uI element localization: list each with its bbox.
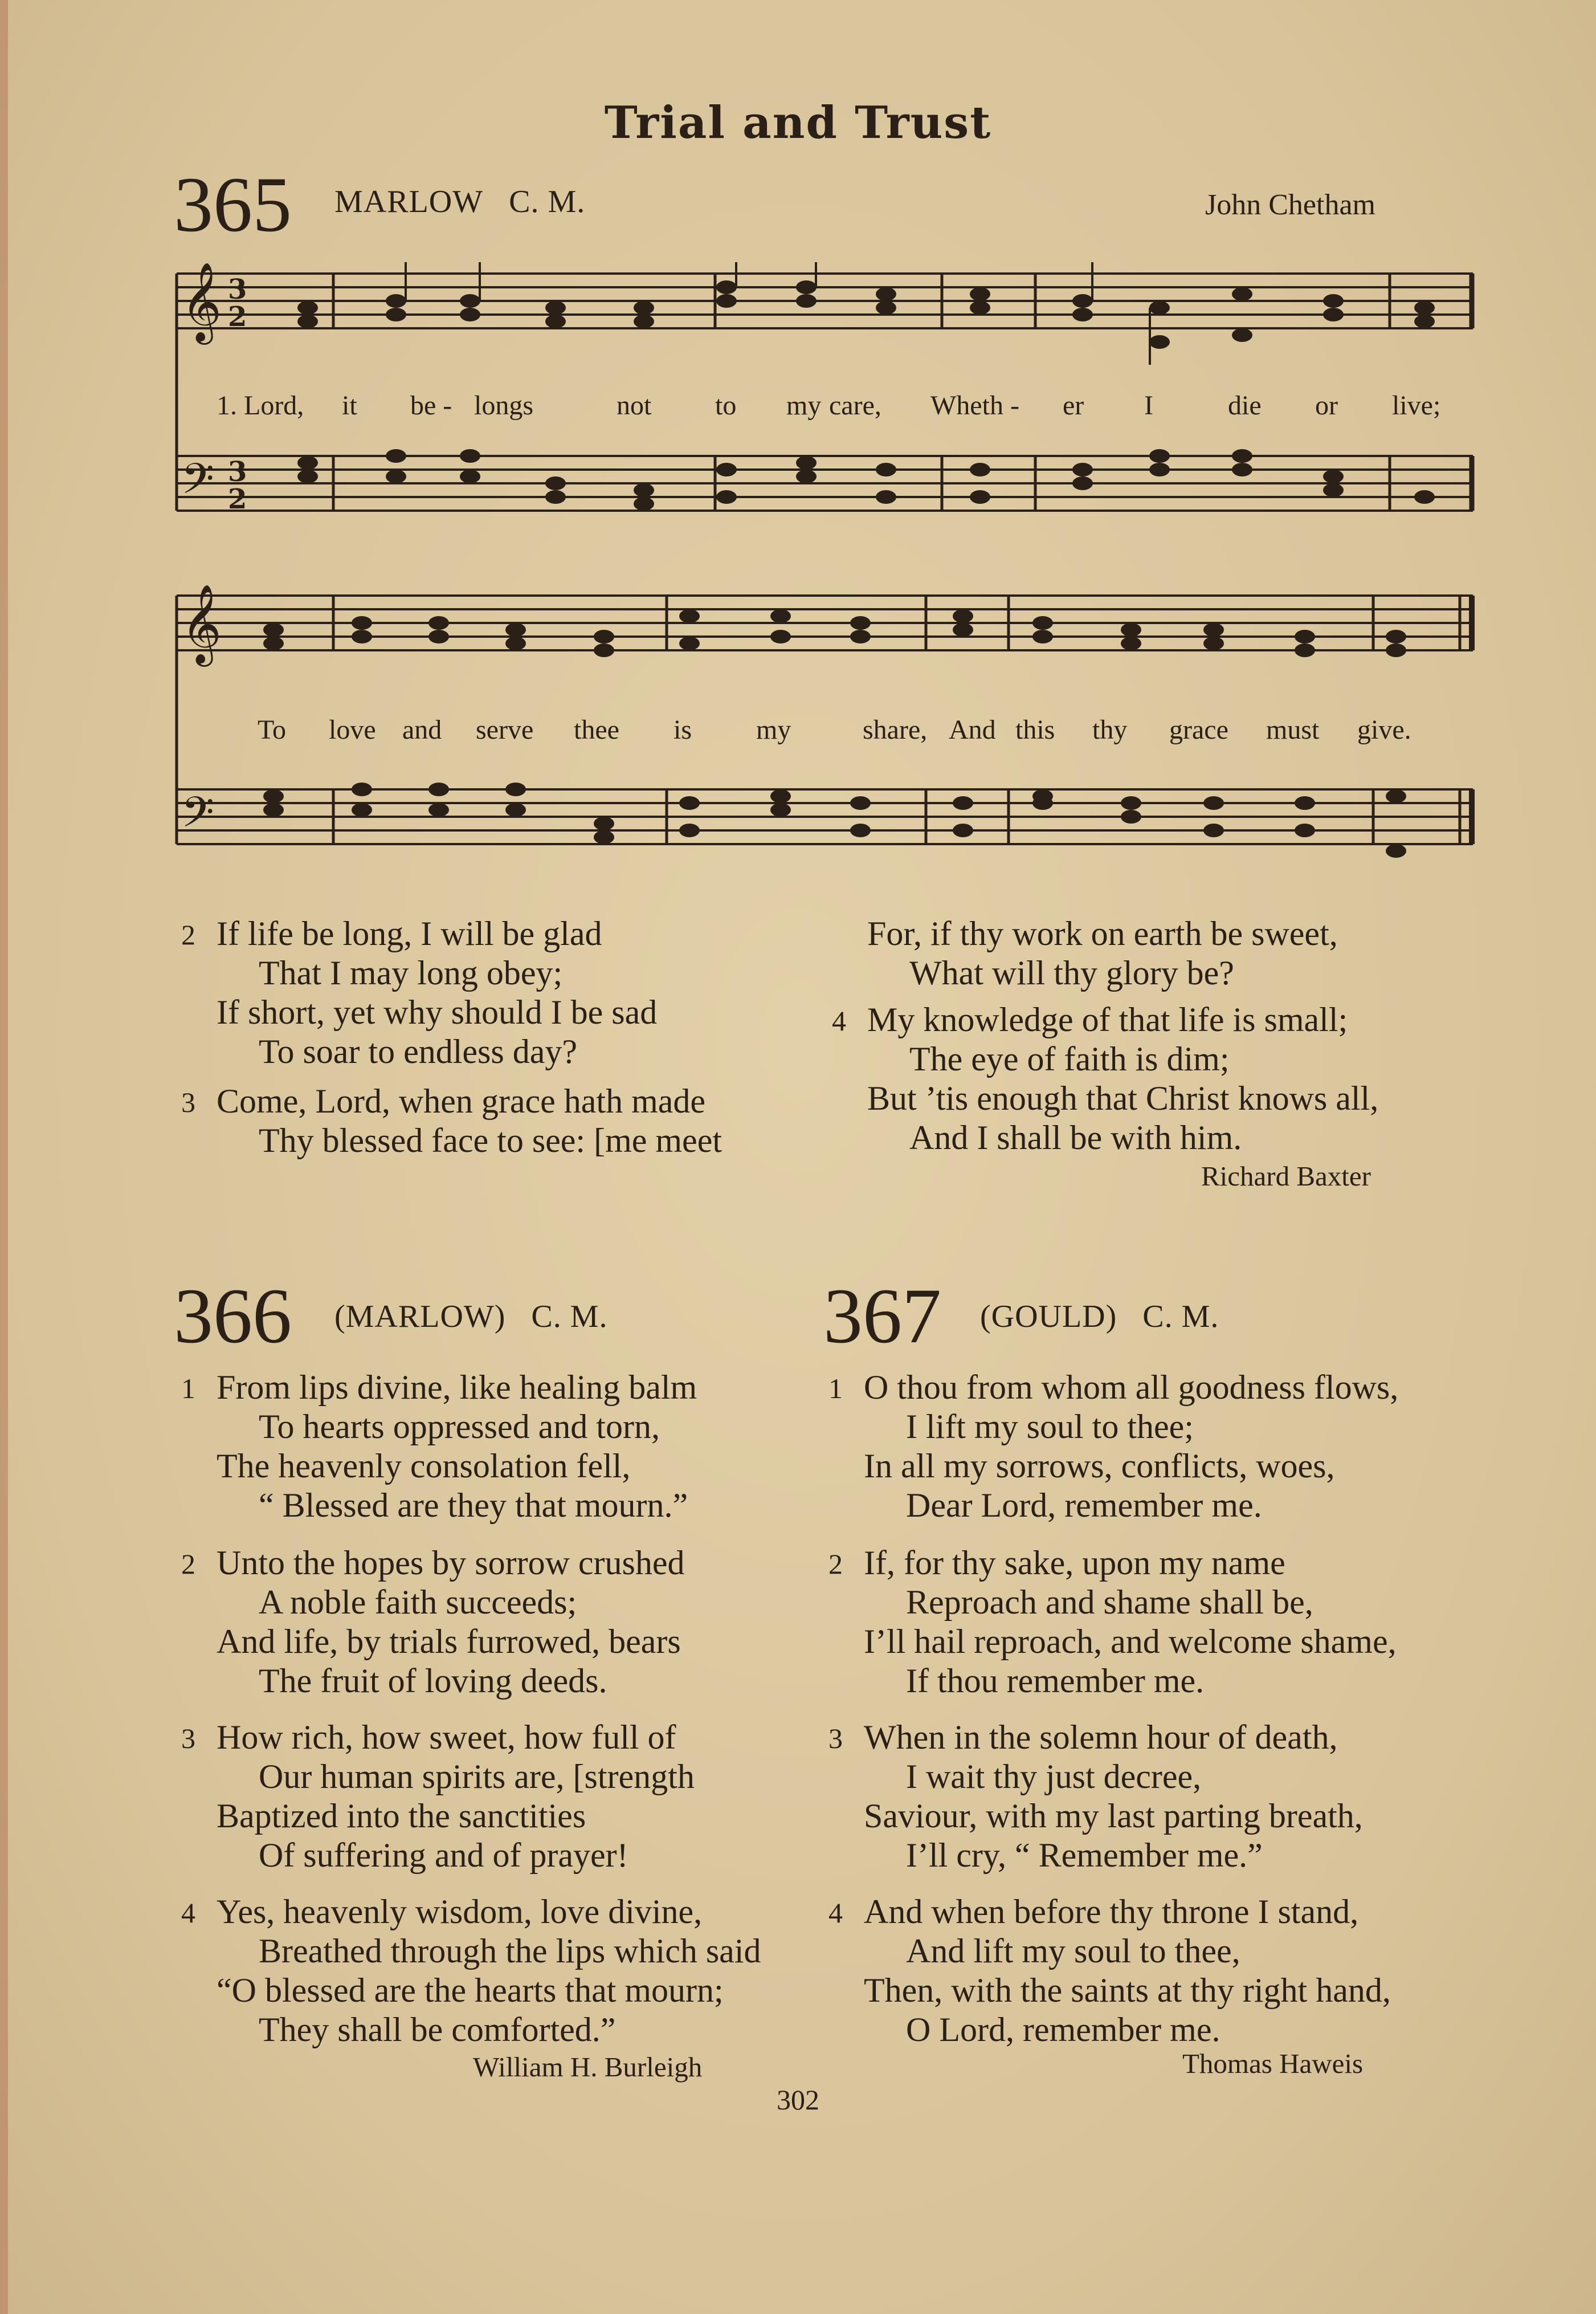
stanza-365-2 [181, 914, 658, 1072]
hymn-number: 366 [174, 1272, 292, 1359]
stanza-367-2 [828, 1543, 1397, 1701]
stanza-line: I wait thy just decree, [906, 1758, 1202, 1795]
bass-notes-2 [263, 783, 1406, 858]
stanza-367-4 [828, 1892, 1391, 2050]
stanza-line: In all my sorrows, conflicts, woes, [864, 1447, 1335, 1485]
lyric-syllable: be - [410, 390, 452, 421]
stanza-line: O Lord, remember me. [906, 2011, 1221, 2048]
stanza-line: Baptized into the sanctities [217, 1797, 586, 1835]
bass-clef-icon: 𝄢 [181, 788, 214, 848]
tune-title: (GOULD) [980, 1299, 1117, 1334]
lyric-syllable: longs [474, 390, 534, 421]
tune-title: (MARLOW) [334, 1299, 506, 1334]
stanza-number: 1 [828, 1372, 843, 1404]
lyric-syllable: thy [1092, 715, 1128, 745]
stanza-line: To soar to endless day? [259, 1033, 577, 1070]
stanza-line: I’ll cry, “ Remember me.” [906, 1836, 1263, 1874]
stanza-365-3-continued [867, 914, 1338, 993]
stanza-line: Yes, heavenly wisdom, love divine, [217, 1893, 703, 1930]
stanza-line: Come, Lord, when grace hath made [217, 1082, 706, 1120]
tune-title: MARLOW [334, 184, 484, 219]
lyric-syllable: this [1015, 715, 1055, 745]
stanza-line: And I shall be with him. [909, 1119, 1242, 1156]
page-number: 302 [777, 2084, 819, 2116]
lyric-syllable: care, [829, 390, 881, 421]
bass-notes-1 [297, 449, 1435, 511]
meter: C. M. [509, 184, 586, 219]
stanza-line: If thou remember me. [906, 1662, 1205, 1700]
lyric-syllable: serve [476, 715, 534, 745]
lyric-syllable: share, [863, 715, 928, 745]
stanza-line: For, if thy work on earth be sweet, [867, 915, 1338, 952]
stanza-line: I’ll hail reproach, and welcome shame, [864, 1623, 1397, 1660]
stanza-line: To hearts oppressed and torn, [259, 1408, 660, 1445]
stanza-365-4 [832, 1000, 1379, 1158]
hymn-number: 367 [823, 1272, 941, 1359]
stanza-365-3 [181, 1082, 722, 1160]
stanza-line: Thy blessed face to see: [me meet [259, 1122, 722, 1159]
time-signature-top: 3 [228, 274, 247, 305]
lyric-syllable: live; [1392, 390, 1441, 421]
stanza-line: How rich, how sweet, how full of [217, 1718, 676, 1756]
lyric-syllable: To [258, 715, 286, 745]
stanza-line: That I may long obey; [259, 954, 563, 992]
bass-clef-icon: 𝄢 [181, 454, 214, 514]
stanza-number: 3 [181, 1722, 195, 1754]
bass-time-signature-top: 3 [228, 456, 247, 488]
stanza-line: They shall be comforted.” [259, 2011, 616, 2048]
stanza-line: Unto the hopes by sorrow crushed [217, 1544, 685, 1582]
tune-name [334, 1298, 608, 1335]
stanza-number: 1 [181, 1372, 195, 1404]
lyric-syllable: I [1144, 390, 1153, 421]
lyric-syllable: must [1266, 715, 1320, 745]
stanza-line: If, for thy sake, upon my name [864, 1544, 1285, 1582]
stanza-line: What will thy glory be? [909, 954, 1234, 992]
bass-staff-1 [177, 456, 1473, 511]
stanza-366-4 [181, 1892, 761, 2050]
stanza-line: O thou from whom all goodness flows, [864, 1368, 1399, 1406]
composer: John Chetham [1205, 189, 1375, 221]
stanza-line: If life be long, I will be glad [217, 915, 602, 952]
stanza-366-2 [181, 1543, 685, 1701]
lyric-syllable: die [1228, 390, 1262, 421]
hymn-number: 365 [174, 161, 292, 248]
treble-staff-1 [177, 274, 1473, 328]
stanza-line: My knowledge of that life is small; [867, 1001, 1348, 1038]
stanza-line: If short, yet why should I be sad [217, 993, 658, 1031]
stanza-line: Our human spirits are, [strength [259, 1758, 695, 1795]
stanza-line: Breathed through the lips which said [259, 1932, 761, 1970]
stanza-number: 4 [832, 1005, 846, 1037]
lyric-syllable: love [329, 715, 376, 745]
stanza-line: “ Blessed are they that mourn.” [259, 1486, 688, 1524]
lyric-syllable: er [1063, 390, 1084, 421]
stanza-366-3 [181, 1718, 695, 1875]
bass-staff-2 [177, 789, 1473, 844]
author-366: William H. Burleigh [473, 2051, 703, 2083]
lyric-syllable: and [402, 715, 442, 745]
stanza-number: 3 [828, 1722, 843, 1754]
barlines-1 [177, 274, 1472, 511]
stanza-line: The eye of faith is dim; [909, 1040, 1230, 1078]
stanza-line: “O blessed are the hearts that mourn; [217, 1971, 724, 2009]
stanza-line: Of suffering and of prayer! [259, 1836, 628, 1874]
stanza-number: 3 [181, 1086, 195, 1118]
stanza-line: Saviour, with my last parting breath, [864, 1797, 1363, 1835]
stanza-line: When in the solemn hour of death, [864, 1718, 1338, 1756]
stanza-line: I lift my soul to thee; [906, 1408, 1194, 1445]
stanza-line: But ’tis enough that Christ knows all, [867, 1079, 1379, 1117]
stanza-367-1 [828, 1368, 1399, 1525]
lyric-syllable: And [949, 715, 996, 745]
stanza-line: The fruit of loving deeds. [259, 1662, 607, 1700]
lyric-syllable: 1. Lord, [217, 390, 304, 421]
lyric-syllable: it [342, 390, 357, 421]
stanza-line: And life, by trials furrowed, bears [217, 1623, 681, 1660]
music-system-1 [171, 262, 1481, 547]
meter: C. M. [531, 1299, 608, 1334]
bass-time-signature-bottom: 2 [228, 483, 247, 515]
stanza-number: 4 [828, 1897, 843, 1929]
lyric-syllable: is [673, 715, 692, 745]
stanza-number: 2 [828, 1548, 843, 1580]
author-365: Richard Baxter [1201, 1160, 1371, 1192]
stanza-367-3 [828, 1718, 1363, 1875]
lyric-syllable: or [1315, 390, 1338, 421]
tune-name [980, 1298, 1219, 1335]
lyric-syllable: thee [574, 715, 619, 745]
meter: C. M. [1142, 1299, 1219, 1334]
lyric-syllable: give. [1357, 715, 1411, 745]
lyric-syllable: my [786, 390, 822, 421]
tune-name [334, 184, 585, 220]
treble-clef-icon: 𝄞 [181, 262, 222, 341]
page-edge [0, 0, 8, 2314]
author-367: Thomas Haweis [1182, 2048, 1364, 2079]
stanza-number: 4 [181, 1897, 195, 1929]
stanza-line: And when before thy throne I stand, [864, 1893, 1359, 1930]
stanza-366-1 [181, 1368, 697, 1525]
lyric-syllable: my [756, 715, 791, 745]
lyric-syllable: not [617, 390, 652, 421]
lyric-syllable: grace [1169, 715, 1228, 745]
lyric-syllable: Wheth - [930, 390, 1019, 421]
stanza-line: Then, with the saints at thy right hand, [864, 1971, 1391, 2009]
stanza-line: A noble faith succeeds; [259, 1583, 577, 1621]
section-title: Trial and Trust [604, 97, 992, 149]
stanza-number: 2 [181, 1548, 195, 1580]
lyric-syllable: to [715, 390, 737, 421]
stanza-number: 2 [181, 919, 195, 951]
stanza-line: Dear Lord, remember me. [906, 1486, 1262, 1524]
stanza-line: From lips divine, like healing balm [217, 1368, 697, 1406]
treble-clef-icon: 𝄞 [181, 584, 222, 663]
time-signature-bottom: 2 [228, 301, 247, 333]
stanza-line: And lift my soul to thee, [906, 1932, 1240, 1970]
stanza-line: Reproach and shame shall be, [906, 1583, 1313, 1621]
stanza-line: The heavenly consolation fell, [217, 1447, 631, 1485]
